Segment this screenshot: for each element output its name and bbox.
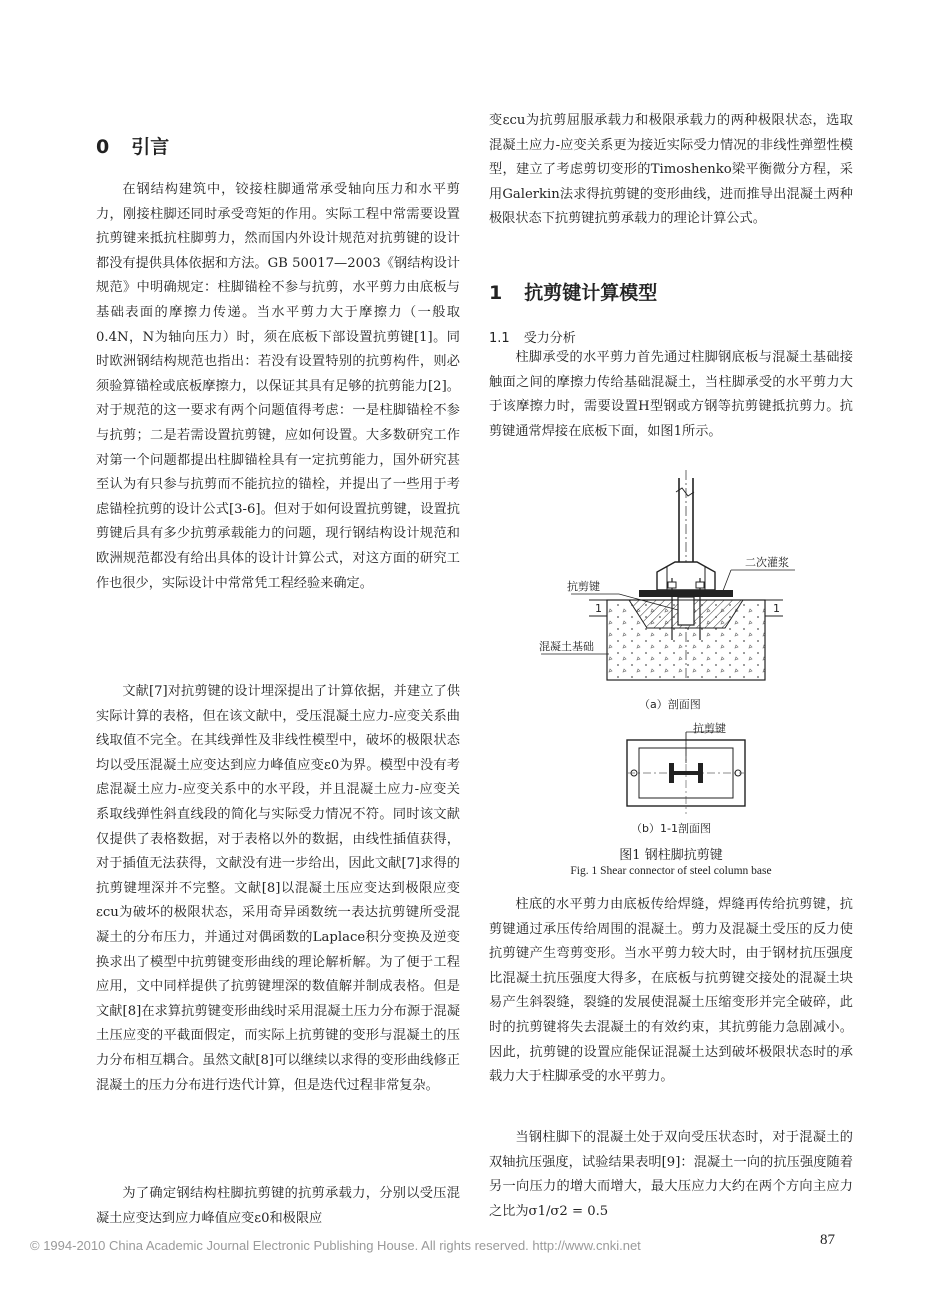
subsection-number: 1.1 — [489, 331, 510, 346]
plan-view — [627, 732, 745, 814]
force-analysis-paragraph: 柱脚承受的水平剪力首先通过柱脚钢底板与混凝土基础接触面之间的摩擦力传给基础混凝土，当柱脚承受的水平剪力大于该摩擦力时，需要设置H型钢或方钢等抗剪键抵抗剪力。抗剪键通常焊接在底板下面，如图1所示。 — [489, 350, 853, 439]
figure-caption-en: Fig. 1 Shear connector of steel column base — [570, 865, 772, 877]
label-secondary-grout: 二次灌浆 — [745, 556, 789, 569]
biaxial-paragraph: 当钢柱脚下的混凝土处于双向受压状态时，对于混凝土的双轴抗压强度，试验结果表明[9]：混凝土一向的抗压强度随着另一向压力的增大而增大，最大压应力大约在两个方向主应力之比为σ1/σ2 = 0.5 — [489, 1130, 853, 1219]
subfigure-a-label: （a）剖面图 — [639, 698, 701, 711]
figure-caption-cn: 图1 钢柱脚抗剪键 — [619, 848, 723, 863]
intro-paragraph-1: 在钢结构建筑中，铰接柱脚通常承受轴向压力和水平剪力，刚接柱脚还同时承受弯矩的作用。实际工程中常需要设置抗剪键来抵抗柱脚剪力，然而国内外设计规范对抗剪键的设计都没有提供具体依据和方法。GB 50017—2003《钢结构设计规范》中明确规定：柱脚锚栓不参与抗剪，水平剪力由底板与基础表面的摩擦力传递。当水平剪力大于摩擦力（一般取0.4N，N为轴向压力）时，须在底板下部设置抗剪键[1]。同时欧洲钢结构规范也指出：若没有设置特别的抗剪构件，则必须验算锚栓或底板摩擦力，以保证其具有足够的抗剪能力[2]。对于规范的这一要求有两个问题值得考虑：一是柱脚锚栓不参与抗剪；二是若需设置抗剪键，应如何设置。大多数研究工作对第一个问题都提出柱脚锚栓具有一定抗剪能力，国外研究甚至认为有只参与抗剪而不能抗拉的锚栓，并提出了一些用于考虑锚栓抗剪的设计公式[3-6]。但对于如何设置抗剪键，设置抗剪键后具有多少抗剪承载能力的问题，现行钢结构设计规范和欧洲规范都没有给出具体的设计计算公式，对这方面的研究工作也很少，实际设计中常常凭工程经验来确定。 — [96, 182, 460, 591]
section-0-heading — [96, 132, 169, 159]
subfigure-b-label: （b）1-1剖面图 — [631, 822, 711, 835]
copyright-footer: © 1994-2010 China Academic Journal Electronic Publishing House. All rights reserved. http://www.cnki.net — [30, 1238, 641, 1253]
label-section-left: 1 — [595, 602, 602, 615]
subsection-1-1-heading — [489, 327, 576, 346]
page-number: 87 — [820, 1232, 835, 1248]
intro-paragraph-3: 为了确定钢结构柱脚抗剪键的抗剪承载力，分别以受压混凝土应变达到应力峰值应变ε0和极限应 — [96, 1186, 460, 1226]
shear-transfer-paragraph: 柱底的水平剪力由底板传给焊缝，焊缝再传给抗剪键，抗剪键通过承压传给周围的混凝土。剪力及混凝土受压的反力使抗剪键产生弯剪变形。当水平剪力较大时，由于钢材抗压强度比混凝土抗压强度大得多，在底板与抗剪键交接处的混凝土块易产生斜裂缝，裂缝的发展使混凝土压缩变形并完全破碎，此时的抗剪键将失去混凝土的有效约束，其抗剪能力急剧减小。因此，抗剪键的设置应能保证混凝土达到破坏极限状态时的承载力大于柱脚承受的水平剪力。 — [489, 897, 853, 1085]
label-section-right: 1 — [773, 602, 780, 615]
section-number: 1 — [489, 282, 503, 304]
label-shear-key: 抗剪键 — [567, 580, 600, 593]
subsection-title: 受力分析 — [523, 331, 576, 346]
section-title: 抗剪键计算模型 — [524, 282, 658, 304]
section-number: 0 — [96, 136, 110, 158]
label-concrete-foundation: 混凝土基础 — [539, 640, 594, 653]
intro-paragraph-2: 文献[7]对抗剪键的设计埋深提出了计算依据，并建立了供实际计算的表格，但在该文献中，受压混凝土应力-应变关系曲线取值不完全。在其线弹性及非线性模型中，破坏的极限状态均以受压混凝土应变达到应力峰值应变ε0为界。模型中没有考虑混凝土应力-应变关系中的水平段，并且混凝土应力-应变关系取线弹性斜直线段的简化与实际受力情况不符。同时该文献仅提供了表格数据，对于表格以外的数据，由线性插值获得，对于插值无法获得，文献没有进一步给出，因此文献[7]求得的抗剪键埋深并不完整。文献[8]以混凝土压应变达到极限应变εcu为破坏的极限状态，采用奇异函数统一表达抗剪键所受混凝土的分布压力，并通过对偶函数的Laplace积分变换及逆变换求出了模型中抗剪键变形曲线的理论解析解。为了便于工程应用，文中同样提供了抗剪键埋深的数值解并制成表格。但是文献[8]在求算抗剪键变形曲线时采用混凝土压力分布源于混凝土压应变的平截面假定，而实际上抗剪键的变形与混凝土的压力分布相互耦合。虽然文献[8]可以继续以求得的变形曲线修正混凝土的压力分布进行迭代计算，但是迭代过程非常复杂。 — [96, 684, 460, 1093]
figure-1 — [489, 470, 853, 890]
label-shear-key-plan: 抗剪键 — [693, 722, 726, 735]
intro-paragraph-cont: 变εcu为抗剪屈服承载力和极限承载力的两种极限状态，选取混凝土应力-应变关系更为接近实际受力情况的非线性弹塑性模型，建立了考虑剪切变形的Timoshenko梁平衡微分方程，采用Galerkin法求得抗剪键的变形曲线，进而推导出混凝土两种极限状态下抗剪键抗剪承载力的理论计算公式。 — [489, 113, 853, 227]
section-1-heading — [489, 278, 657, 305]
section-title: 引言 — [131, 136, 170, 158]
